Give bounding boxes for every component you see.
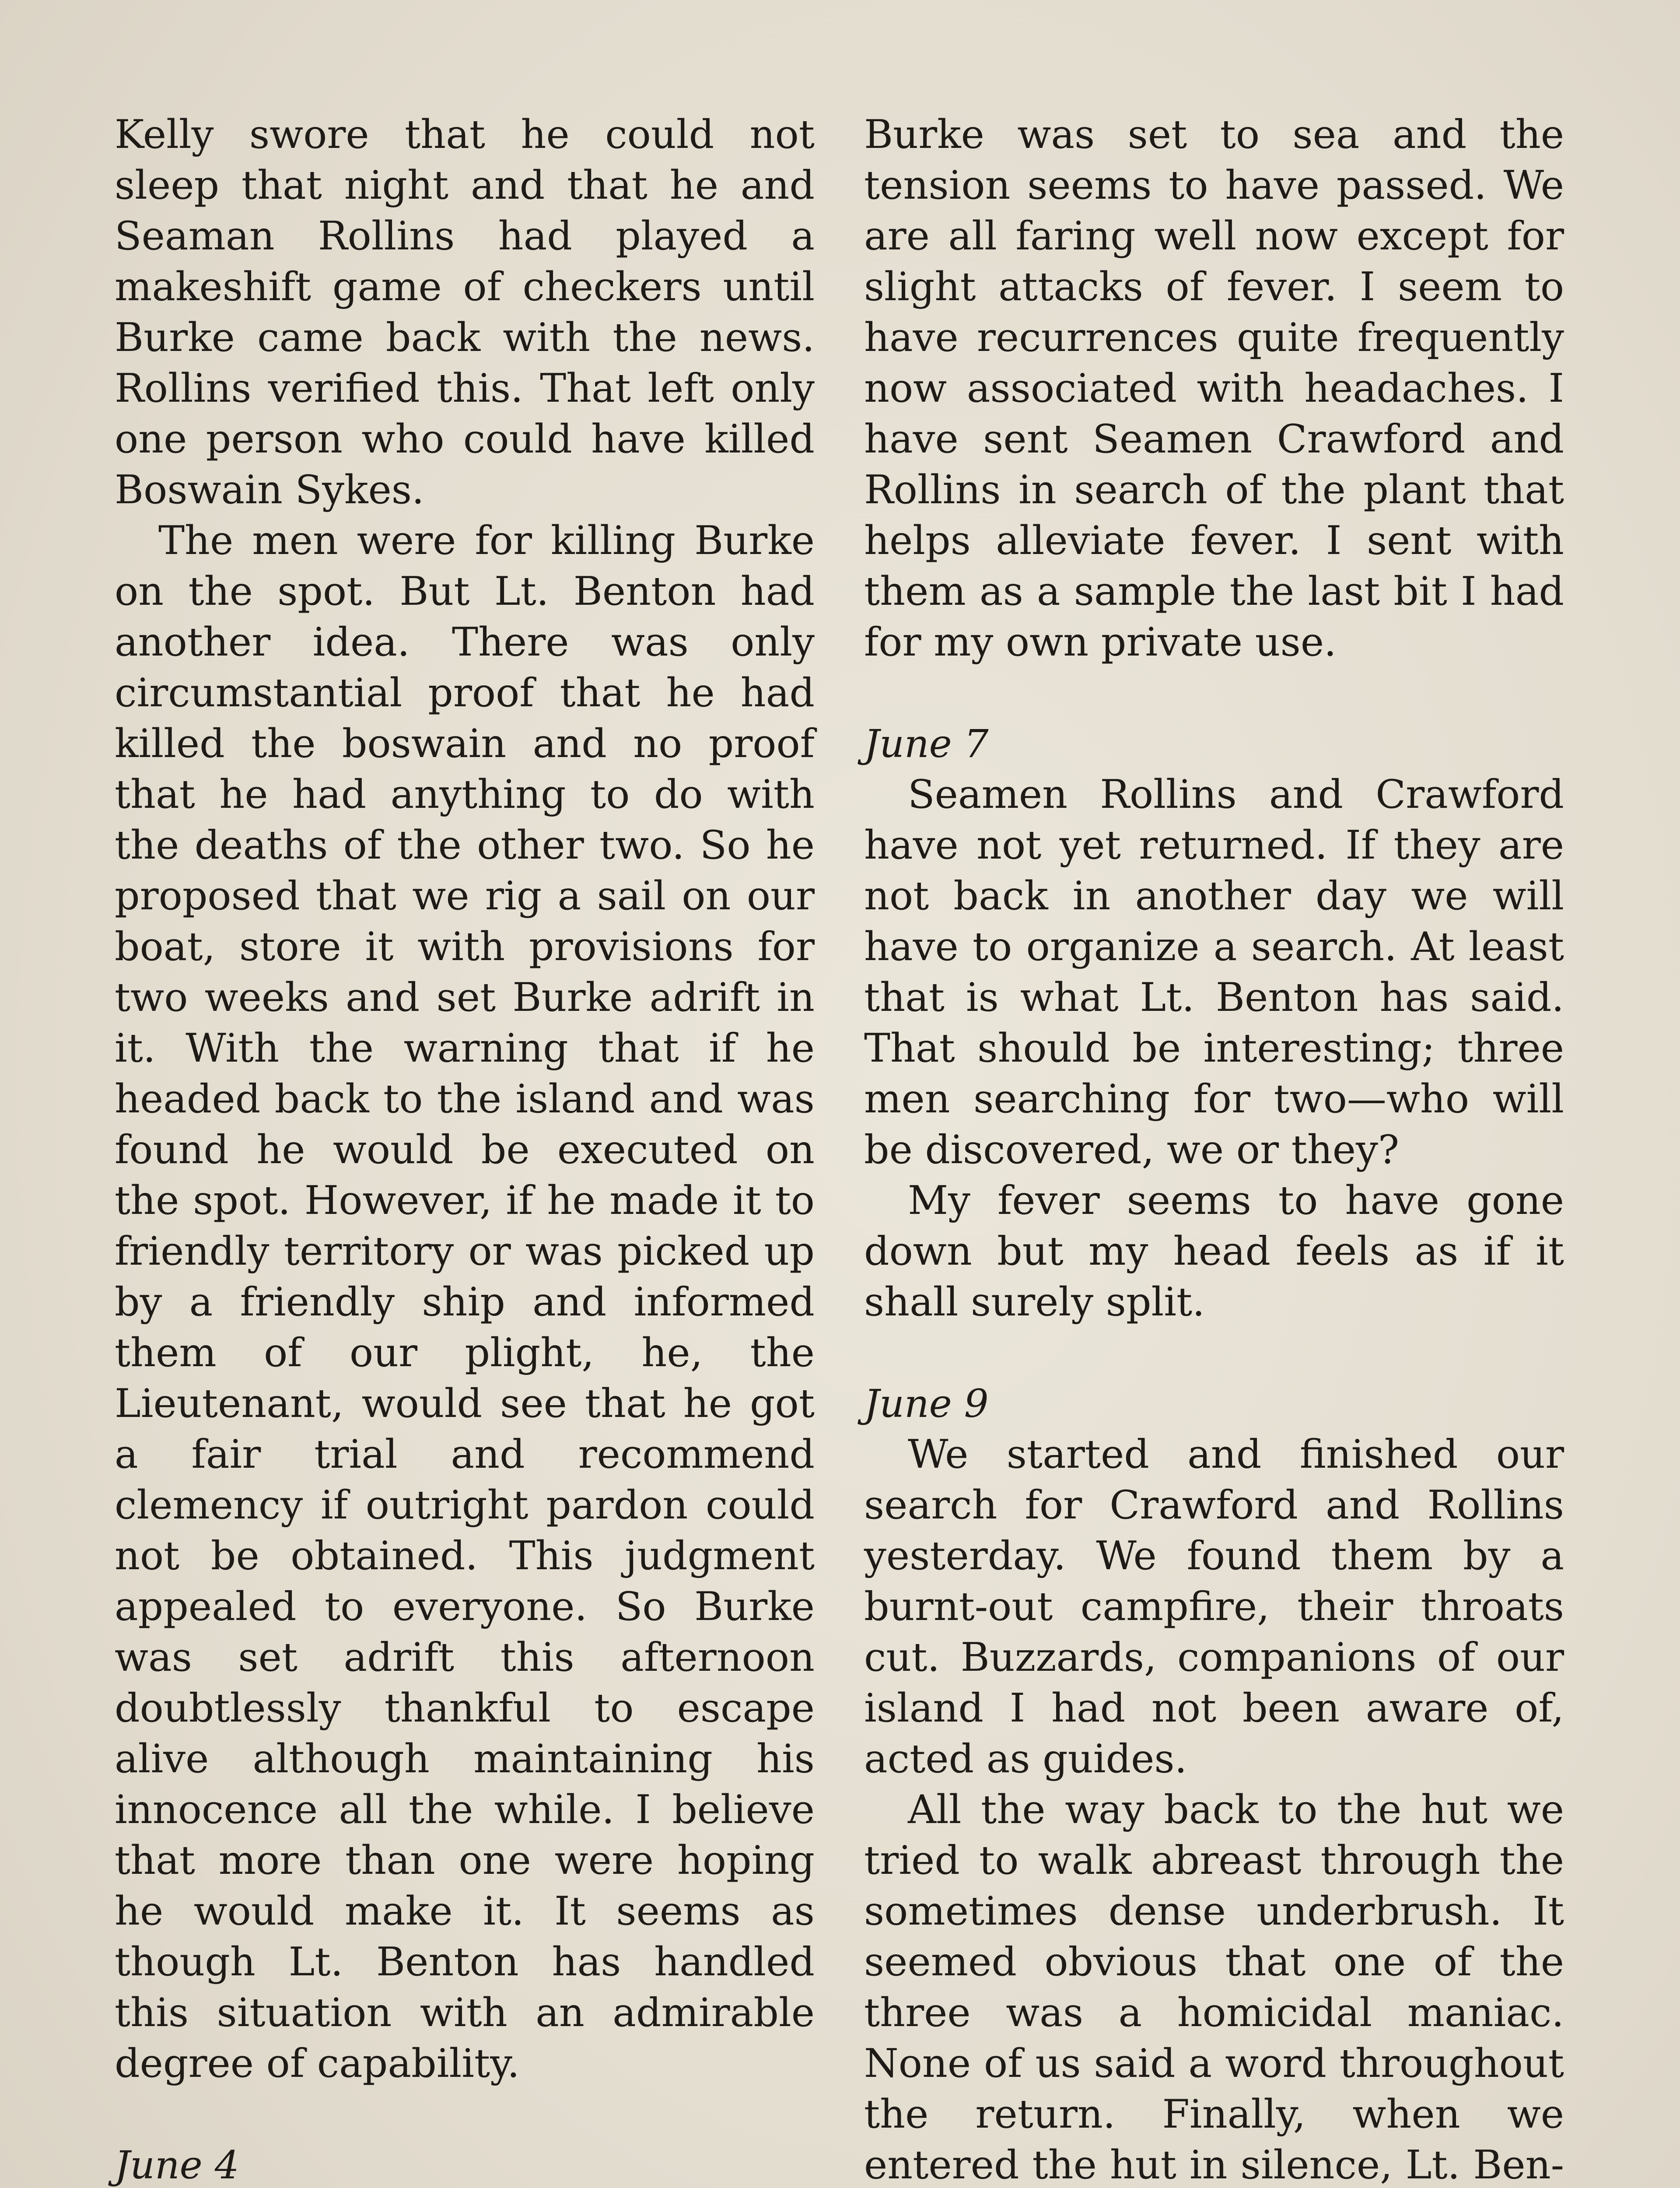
paragraph-june-7-search: Seamen Rollins and Crawford have not yet returned. If they are not back in another day we will have to organize a search. At least that is what Lt. Benton has said. That should be interesting; three men searching for two—who will be discovered, we or they? [864,771,1564,1173]
right-column [864,109,1564,2188]
paragraph-june-9-return: All the way back to the hut we tried to walk abreast through the sometimes dense underbrush. It seemed obvious that one of the three was a homicidal maniac. None of us said a word throughout the return. Finally, when we entered the hut in silence, Lt. Ben- [864,1787,1564,2188]
paragraph-june-9-found: We started and finished our search for Crawford and Rollins yesterday. We found them by a burnt-out campfire, their throats cut. Buzzards, companions of our island I had not been aware of, acted as guides. [864,1431,1564,1782]
date-heading-june-9: June 9 [864,1381,989,1426]
paragraph-kelly-alibi: Kelly swore that he could not sleep that night and that he and Seaman Rollins had played a makeshift game of checkers until Burke came back with the news. Rollins verified this. That left only one person who could have killed Boswain Sykes. [115,112,815,513]
date-heading-june-4: June 4 [115,2142,239,2188]
paragraph-june-7-fever: My fever seems to have gone down but my head feels as if it shall surely split. [864,1178,1564,1325]
paragraph-benton-proposal: The men were for killing Burke on the spot. But Lt. Benton had another idea. There was only circumstantial proof that he had killed the boswain and no proof that he had anything to do with the deaths of the other two. So he proposed that we rig a sail on our boat, store it with provisions for two weeks and set Burke adrift in it. With the warning that if he headed back to the island and was found he would be executed on the spot. However, if he made it to friendly territory or was picked up by a friendly ship and informed them of our plight, he, the Lieutenant, would see that he got a fair trial and recommend clemency if outright pardon could not be obtained. This judgment appealed to everyone. So Burke was set adrift this afternoon doubtlessly thankful to escape alive although maintaining his innocence all the while. I believe that more than one were hoping he would make it. It seems as though Lt. Benton has handled this situation with an admirable degree of capability. [115,518,815,2086]
left-column [115,109,815,2188]
paragraph-june-4-continued: Burke was set to sea and the tension seems to have passed. We are all faring well now except for slight attacks of fever. I seem to have recurrences quite frequently now associated with headaches. I have sent Seamen Crawford and Rollins in search of the plant that helps alleviate fever. I sent with them as a sample the last bit I had for my own private use. [864,112,1564,665]
date-heading-june-7: June 7 [864,721,989,766]
